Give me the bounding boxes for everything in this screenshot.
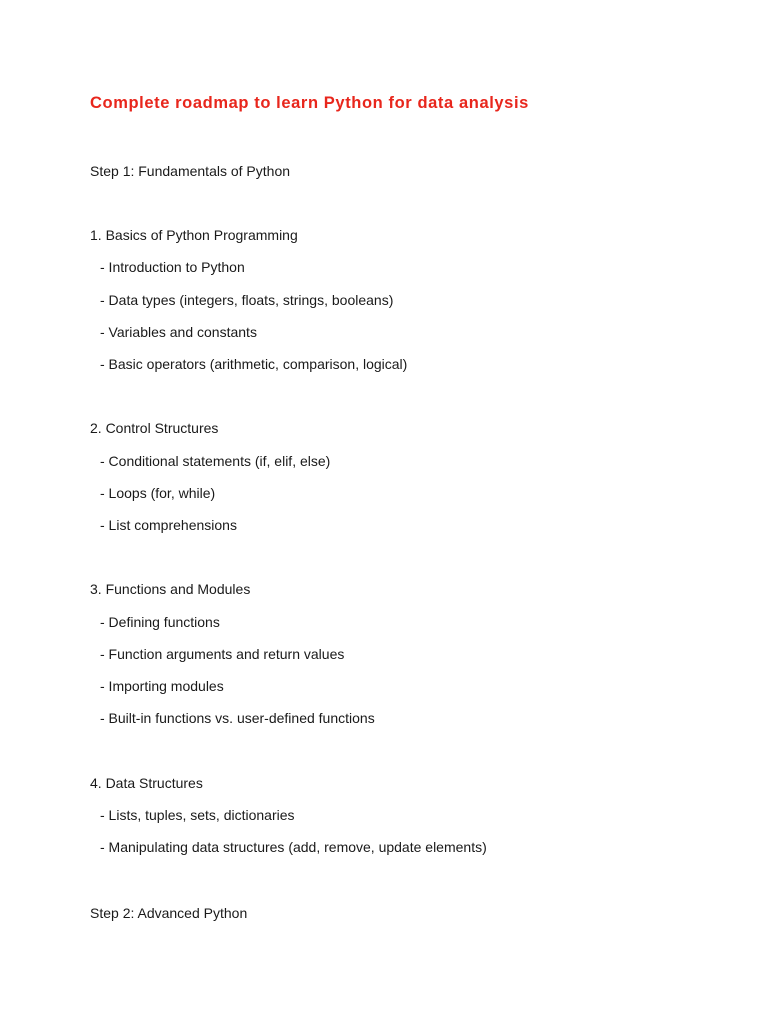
list-item: - Data types (integers, floats, strings, booleans): [100, 292, 394, 308]
list-item: - Lists, tuples, sets, dictionaries: [100, 807, 295, 823]
step-1-heading: Step 1: Fundamentals of Python: [90, 163, 291, 179]
section-1-heading: 1. Basics of Python Programming: [90, 227, 298, 243]
list-item: - List comprehensions: [100, 517, 237, 533]
list-item: - Importing modules: [100, 678, 224, 694]
list-item: - Loops (for, while): [100, 485, 216, 501]
list-item: - Introduction to Python: [100, 259, 245, 275]
section-2-heading: 2. Control Structures: [90, 420, 219, 436]
list-item: - Conditional statements (if, elif, else): [100, 453, 331, 469]
section-4-heading: 4. Data Structures: [90, 775, 203, 791]
list-item: - Variables and constants: [100, 324, 257, 340]
list-item: - Built-in functions vs. user-defined functions: [100, 710, 375, 726]
section-3-heading: 3. Functions and Modules: [90, 581, 251, 597]
list-item: - Basic operators (arithmetic, comparison, logical): [100, 356, 408, 372]
list-item: - Defining functions: [100, 614, 220, 630]
step-2-heading: Step 2: Advanced Python: [90, 905, 248, 921]
list-item: - Function arguments and return values: [100, 646, 345, 662]
document-title: Complete roadmap to learn Python for data analysis: [90, 94, 529, 112]
list-item: - Manipulating data structures (add, remove, update elements): [100, 839, 487, 855]
